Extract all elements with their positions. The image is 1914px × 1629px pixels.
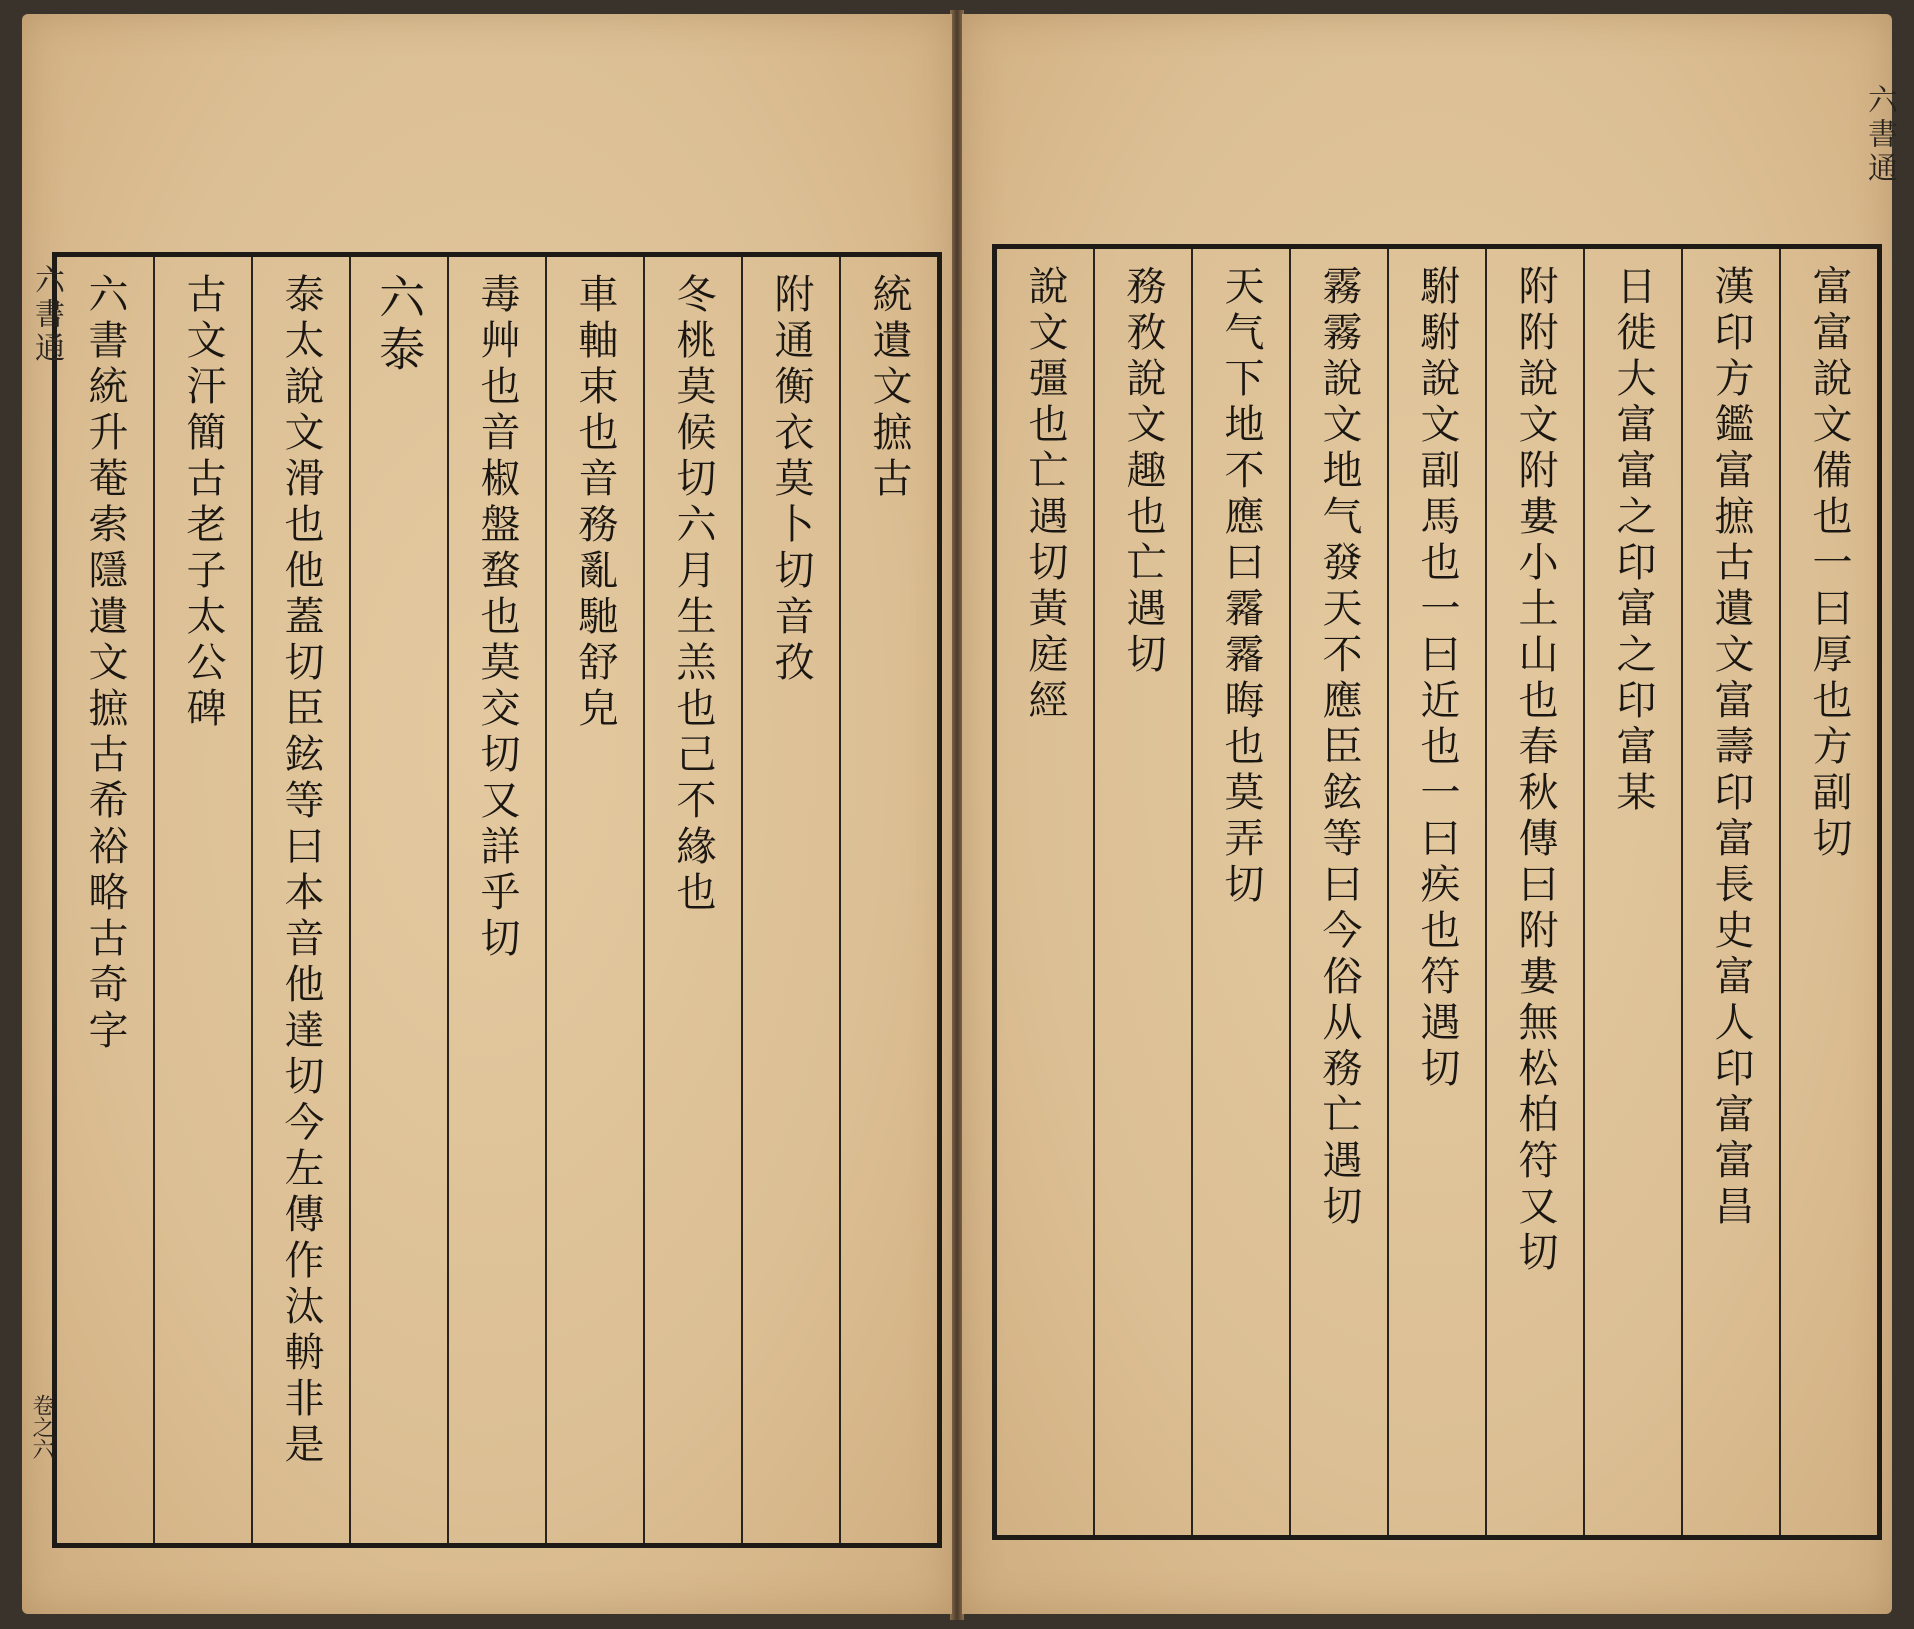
text-column: 務敄說文趣也亡遇切 <box>1093 249 1191 1535</box>
text-column: 駙駙說文副馬也一曰近也一曰疾也符遇切 <box>1387 249 1485 1535</box>
right-edge-title: 六書通 <box>1862 84 1897 186</box>
text-column: 冬桃莫候切六月生羔也己不緣也 <box>643 257 741 1543</box>
left-edge-title: 六書通 <box>29 264 64 366</box>
text-column: 天气下地不應曰霿霿晦也莫弄切 <box>1191 249 1289 1535</box>
text-column: 富富說文備也一曰厚也方副切 <box>1779 249 1877 1535</box>
text-column: 六書統升菴索隱遺文摭古希裕略古奇字 <box>82 273 128 1055</box>
page-number: 卷之六 <box>29 1394 54 1460</box>
text-column: 附通衡衣莫卜切音孜 <box>741 257 839 1543</box>
text-column: 車軸束也音務亂馳舒皃 <box>545 257 643 1543</box>
right-columns <box>997 249 1877 1535</box>
text-column: 霧霧說文地气發天不應臣鉉等曰今俗从務亡遇切 <box>1289 249 1387 1535</box>
text-column: 說文彊也亡遇切黃庭經 <box>1022 265 1068 725</box>
left-page <box>22 14 952 1614</box>
right-text-frame <box>992 244 1882 1540</box>
text-column: 附附說文附婁小土山也春秋傳曰附婁無松柏符又切 <box>1485 249 1583 1535</box>
text-column: 統遺文摭古 <box>839 257 937 1543</box>
right-page <box>962 14 1897 1614</box>
section-heading-column: 六泰 <box>349 257 447 1543</box>
text-column: 日徙大富富之印富之印富某 <box>1583 249 1681 1535</box>
text-column: 古文汗簡古老子太公碑 <box>153 257 251 1543</box>
left-columns <box>57 257 937 1543</box>
text-column: 泰太說文滑也他蓋切臣鉉等曰本音他達切今左傳作汰輈非是 <box>251 257 349 1543</box>
text-column: 漢印方鑑富摭古遺文富壽印富長史富人印富富昌 <box>1681 249 1779 1535</box>
left-text-frame <box>52 252 942 1548</box>
text-column: 毒艸也音椒盤蝥也莫交切又詳乎切 <box>447 257 545 1543</box>
